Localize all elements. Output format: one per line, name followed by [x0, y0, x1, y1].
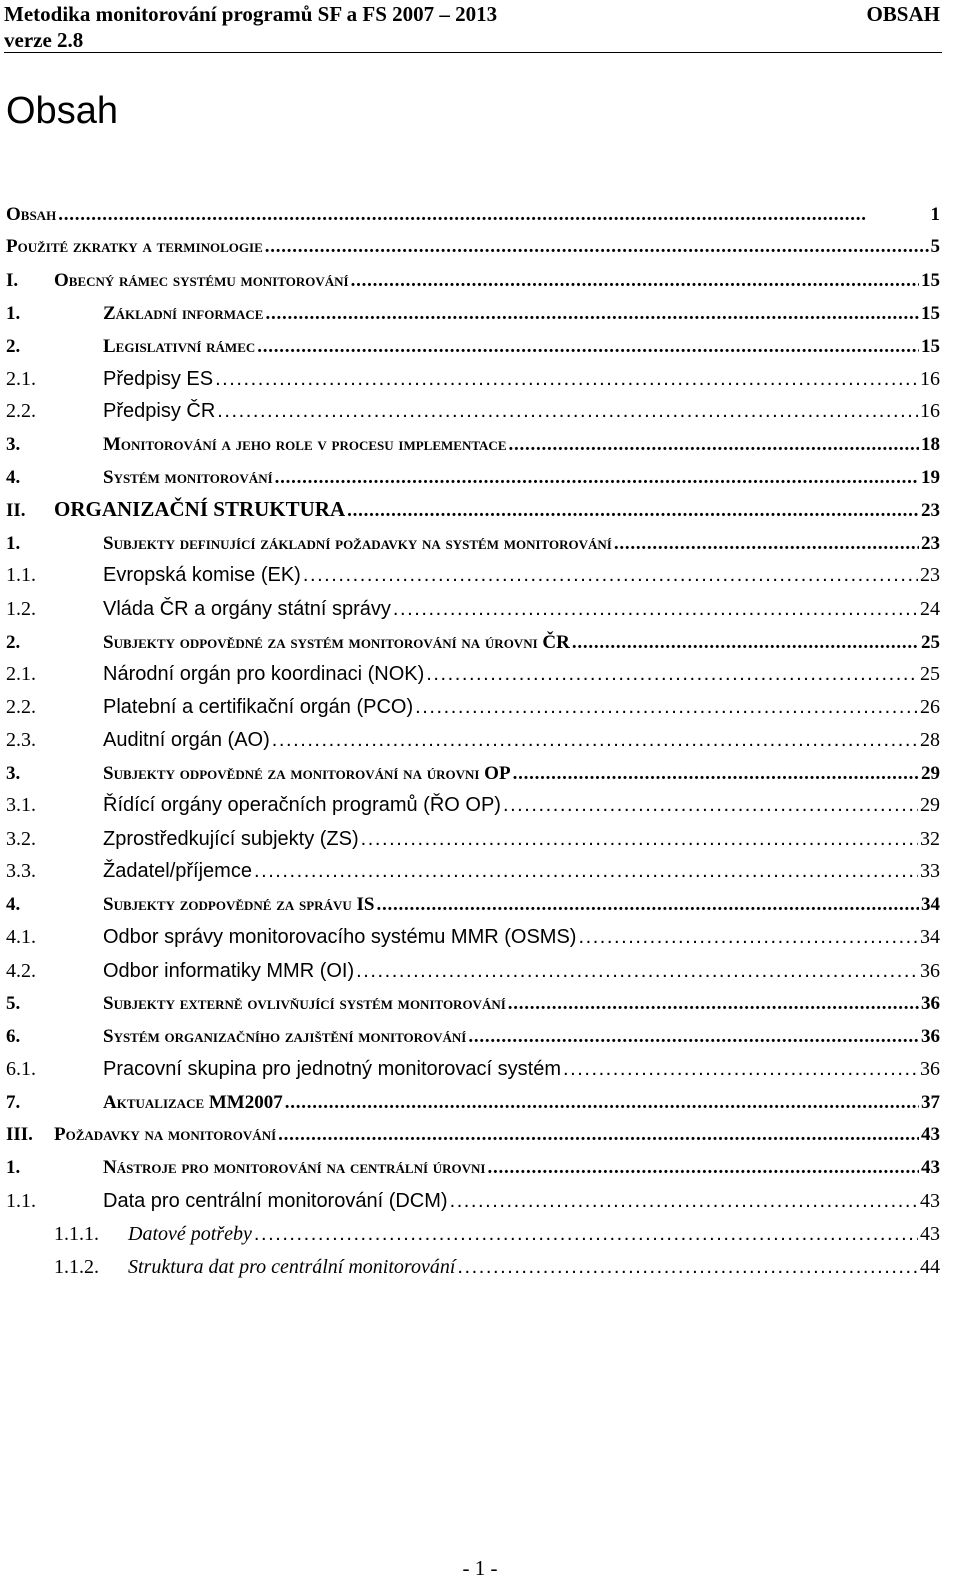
toc-entry-number: II. — [6, 500, 26, 521]
toc-entry-page: 43 — [921, 1157, 940, 1178]
toc-entry-page: 5 — [930, 236, 940, 257]
toc-entry-page: 23 — [920, 564, 940, 586]
toc-leader-dots — [254, 860, 918, 883]
toc-entry-page: 34 — [920, 926, 940, 948]
toc-entry[interactable] — [6, 557, 940, 587]
toc-entry-label: Systém monitorování — [103, 467, 273, 488]
toc-entry-number: 2.2. — [6, 696, 36, 718]
toc-leader-dots — [265, 236, 929, 258]
toc-entry-number: 4. — [6, 467, 21, 488]
toc-entry-number: 5. — [6, 993, 21, 1014]
toc-entry-label: Platební a certifikační orgán (PCO) — [103, 696, 414, 718]
toc-entry-number: 2.1. — [6, 368, 36, 390]
toc-entry-page: 26 — [920, 696, 940, 718]
toc-entry-number: 6.1. — [6, 1058, 36, 1080]
toc-entry-label: Použité zkratky a terminologie — [6, 236, 263, 257]
toc-leader-dots — [254, 1223, 918, 1246]
toc-leader-dots — [426, 663, 918, 686]
toc-entry-number: 1.1.1. — [54, 1223, 99, 1245]
toc-entry-number: 1.1.2. — [54, 1256, 99, 1278]
toc-entry[interactable] — [6, 689, 940, 719]
toc-entry-label: Odbor správy monitorovacího systému MMR (OSMS) — [103, 926, 577, 948]
toc-leader-dots — [614, 533, 919, 555]
toc-entry-label: Struktura dat pro centrální monitorování — [128, 1256, 456, 1278]
toc-entry-number: I. — [6, 270, 19, 291]
toc-leader-dots — [275, 467, 919, 489]
toc-entry-page: 15 — [921, 336, 940, 357]
toc-leader-dots — [509, 434, 920, 456]
toc-leader-dots — [351, 270, 919, 292]
toc-entry-page: 37 — [921, 1092, 940, 1113]
toc-leader-dots — [488, 1157, 920, 1179]
toc-leader-dots — [278, 1124, 919, 1146]
toc-entry-page: 16 — [920, 400, 940, 422]
toc-entry[interactable] — [6, 624, 940, 654]
toc-entry[interactable] — [6, 591, 940, 621]
toc-entry-page: 36 — [921, 993, 940, 1014]
toc-leader-dots — [508, 993, 919, 1015]
toc-entry-number: 4.1. — [6, 926, 36, 948]
header-title: Metodika monitorování programů SF a FS 2007 – 2013 — [4, 2, 498, 26]
toc-entry-number: 2. — [6, 336, 21, 357]
toc-entry-label: Předpisy ČR — [103, 400, 216, 422]
toc-leader-dots — [572, 632, 919, 654]
toc-entry-page: 29 — [920, 794, 940, 816]
toc-entry-number: 3. — [6, 763, 21, 784]
toc-entry-label: Žadatel/příjemce — [103, 860, 252, 882]
toc-entry[interactable] — [6, 953, 940, 983]
toc-leader-dots — [347, 500, 919, 522]
toc-leader-dots — [265, 303, 919, 325]
toc-entry-page: 44 — [920, 1256, 940, 1278]
toc-entry-page: 33 — [920, 860, 940, 882]
toc-entry[interactable] — [6, 853, 940, 883]
toc-leader-dots — [503, 794, 918, 817]
toc-entry-label: Požadavky na monitorování — [54, 1124, 277, 1145]
toc-entry[interactable] — [6, 656, 940, 686]
toc-entry-page: 32 — [920, 828, 940, 850]
toc-entry[interactable] — [6, 1116, 940, 1146]
toc-leader-dots — [215, 368, 918, 391]
toc-entry-label: Subjekty odpovědné za monitorování na úrovni OP — [103, 763, 511, 784]
toc-entry-label: Nástroje pro monitorování na centrální úrovni — [103, 1157, 486, 1178]
toc-entry-label: Obecný rámec systému monitorování — [54, 270, 349, 291]
toc-entry-label: Předpisy ES — [103, 368, 214, 390]
toc-entry[interactable] — [6, 886, 940, 916]
toc-entry-label: Evropská komise (EK) — [103, 564, 301, 586]
toc-leader-dots — [257, 336, 919, 358]
page-number: - 1 - — [462, 1556, 498, 1580]
toc-leader-dots — [578, 926, 918, 949]
toc-entry-label: Základní informace — [103, 303, 264, 324]
toc-entry[interactable] — [6, 525, 940, 555]
toc-entry[interactable] — [6, 1216, 940, 1246]
toc-entry-number: 7. — [6, 1092, 21, 1113]
toc-entry-number: 2.3. — [6, 729, 36, 751]
toc-entry-page: 25 — [920, 663, 940, 685]
toc-entry-page: 28 — [920, 729, 940, 751]
toc-leader-dots — [457, 1256, 918, 1279]
toc-entry-page: 18 — [921, 434, 940, 455]
toc-entry-label: Subjekty definující základní požadavky na systém monitorování — [103, 533, 612, 554]
toc-entry-page: 23 — [921, 500, 940, 521]
toc-entry-page: 15 — [921, 303, 940, 324]
toc-entry-label: Subjekty odpovědné za systém monitorování na úrovni ČR — [103, 632, 570, 653]
toc-entry[interactable] — [6, 919, 940, 949]
toc-entry[interactable] — [6, 1084, 940, 1114]
toc-entry[interactable] — [6, 228, 940, 258]
toc-entry-page: 16 — [920, 368, 940, 390]
page-title: Obsah — [6, 90, 118, 132]
toc-entry[interactable] — [6, 459, 940, 489]
toc-entry-number: 1.1. — [6, 564, 36, 586]
toc-leader-dots — [303, 564, 918, 587]
toc-leader-dots — [361, 828, 918, 851]
toc-entry[interactable] — [6, 196, 940, 226]
toc-leader-dots — [376, 894, 919, 916]
toc-entry-number: 1.2. — [6, 598, 36, 620]
toc-entry[interactable] — [6, 787, 940, 817]
toc-entry-label: Řídící orgány operačních programů (ŘO OP) — [103, 794, 501, 816]
toc-entry-number: 3.1. — [6, 794, 36, 816]
toc-leader-dots — [563, 1058, 918, 1081]
toc-entry[interactable] — [6, 295, 940, 325]
toc-entry-number: 4.2. — [6, 960, 36, 982]
toc-entry-number: 2.1. — [6, 663, 36, 685]
toc-entry-label: Aktualizace MM2007 — [103, 1092, 283, 1113]
toc-entry-number: 2. — [6, 632, 21, 653]
toc-entry[interactable] — [6, 262, 940, 292]
toc-entry-page: 15 — [921, 270, 940, 291]
toc-leader-dots — [285, 1092, 919, 1114]
header-version: verze 2.8 — [4, 28, 84, 52]
toc-entry-number: 3. — [6, 434, 21, 455]
toc-entry-number: 1. — [6, 303, 21, 324]
toc-entry-number: 1. — [6, 533, 21, 554]
toc-entry-label: Vláda ČR a orgány státní správy — [103, 598, 391, 620]
toc-entry[interactable] — [6, 361, 940, 391]
toc-entry-label: Data pro centrální monitorování (DCM) — [103, 1190, 448, 1212]
toc-entry-page: 29 — [921, 763, 940, 784]
toc-entry[interactable] — [6, 1018, 940, 1048]
toc-entry-label: Pracovní skupina pro jednotný monitorovací systém — [103, 1058, 561, 1080]
toc-entry-page: 43 — [920, 1223, 940, 1245]
toc-leader-dots — [513, 763, 919, 785]
toc-entry-number: 3.3. — [6, 860, 36, 882]
toc-entry-label: Subjekty externě ovlivňující systém monitorování — [103, 993, 506, 1014]
toc-entry-label: Systém organizačního zajištění monitorování — [103, 1026, 467, 1047]
toc-entry[interactable] — [6, 1051, 940, 1081]
header-section: OBSAH — [866, 2, 940, 26]
toc-entry[interactable] — [6, 722, 940, 752]
toc-entry-number: III. — [6, 1124, 33, 1145]
toc-entry-page: 43 — [920, 1190, 940, 1212]
toc-entry-label: Datové potřeby — [128, 1223, 252, 1245]
toc-entry-label: Subjekty zodpovědné za správu IS — [103, 894, 375, 915]
toc-entry[interactable] — [6, 1149, 940, 1179]
toc-entry-label: Zprostředkující subjekty (ZS) — [103, 828, 359, 850]
toc-leader-dots — [217, 400, 918, 423]
toc-entry[interactable] — [6, 821, 940, 851]
toc-entry[interactable] — [6, 393, 940, 423]
toc-entry[interactable] — [6, 985, 940, 1015]
toc-entry-page: 1 — [930, 204, 940, 225]
toc-entry-number: 4. — [6, 894, 21, 915]
toc-entry-number: 1. — [6, 1157, 21, 1178]
toc-entry-page: 36 — [920, 1058, 940, 1080]
toc-entry-label: Obsah — [6, 204, 57, 225]
toc-entry-label: Auditní orgán (AO) — [103, 729, 270, 751]
toc-entry-label: Monitorování a jeho role v procesu implementace — [103, 434, 507, 455]
toc-entry-number: 2.2. — [6, 400, 36, 422]
toc-leader-dots — [272, 729, 918, 752]
toc-entry-label: ORGANIZAČNÍ STRUKTURA — [54, 497, 346, 521]
toc-entry-page: 25 — [921, 632, 940, 653]
toc-entry-page: 36 — [921, 1026, 940, 1047]
toc-entry[interactable] — [6, 755, 940, 785]
toc-leader-dots — [415, 696, 918, 719]
toc-leader-dots — [356, 960, 918, 983]
toc-leader-dots — [450, 1190, 918, 1213]
toc-entry-page: 36 — [920, 960, 940, 982]
toc-entry-label: Legislativní rámec — [103, 336, 256, 357]
toc-leader-dots — [393, 598, 918, 621]
toc-entry[interactable] — [6, 1249, 940, 1279]
toc-entry-label: Odbor informatiky MMR (OI) — [103, 960, 355, 982]
toc-entry-page: 34 — [921, 894, 940, 915]
toc-leader-dots — [468, 1026, 919, 1048]
toc-entry-number: 3.2. — [6, 828, 36, 850]
toc-entry-page: 19 — [921, 467, 940, 488]
toc-entry[interactable] — [6, 426, 940, 456]
toc-entry-label: Národní orgán pro koordinaci (NOK) — [103, 663, 425, 685]
toc-entry[interactable] — [6, 328, 940, 358]
toc-entry-page: 23 — [921, 533, 940, 554]
toc-entry[interactable] — [6, 1183, 940, 1213]
header-rule — [4, 52, 942, 53]
toc-entry-page: 43 — [921, 1124, 940, 1145]
toc-leader-dots — [58, 204, 928, 226]
toc-entry-page: 24 — [920, 598, 940, 620]
toc-entry[interactable] — [6, 492, 940, 522]
toc-entry-number: 1.1. — [6, 1190, 36, 1212]
toc-entry-number: 6. — [6, 1026, 21, 1047]
